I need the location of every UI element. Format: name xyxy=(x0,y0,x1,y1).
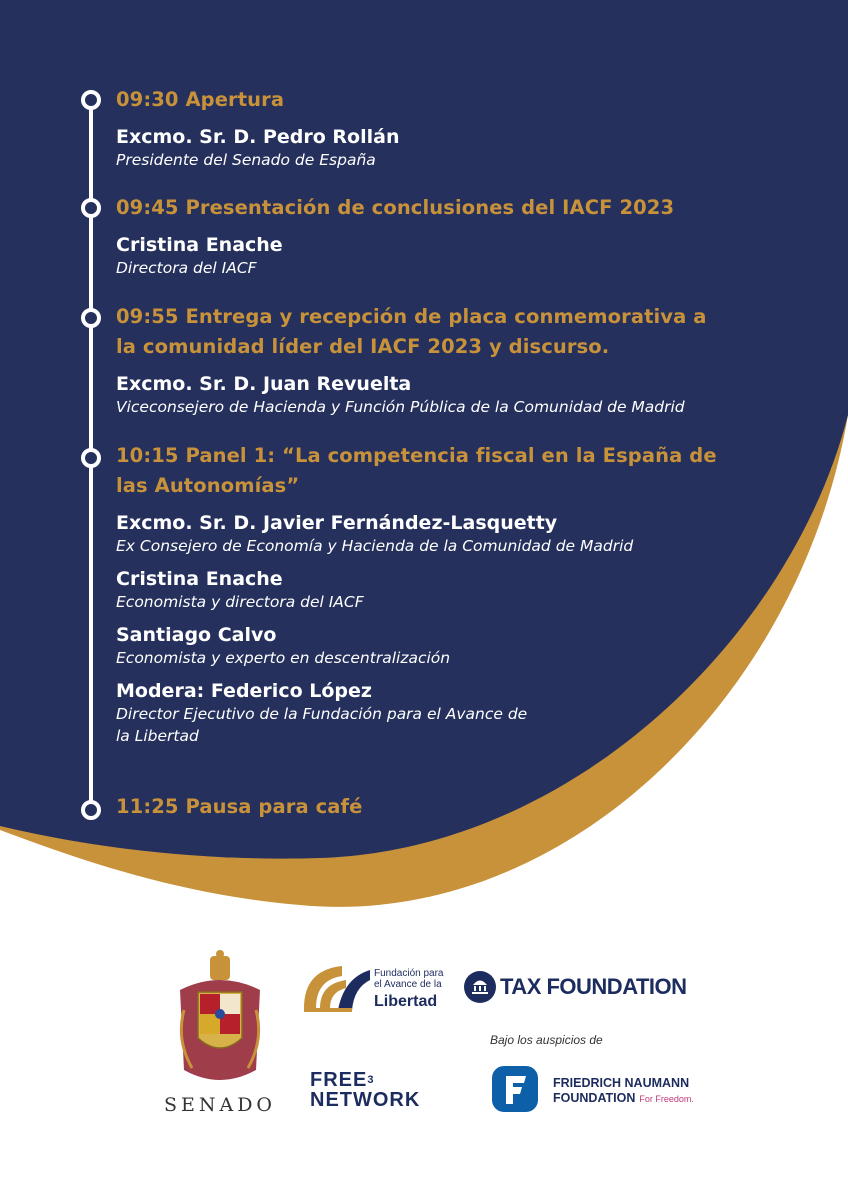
tax-foundation-capitol-icon xyxy=(463,970,497,1004)
agenda-item xyxy=(116,302,756,428)
timeline-dot xyxy=(81,800,101,820)
senado-coat-of-arms-logo xyxy=(170,950,270,1090)
free-word: FREE xyxy=(310,1069,368,1091)
speaker-role: Economista y experto en descentralización xyxy=(116,649,451,667)
speaker xyxy=(116,233,756,279)
speaker-name: Excmo. Sr. D. Pedro Rollán xyxy=(116,126,400,148)
fundacion-libertad-logo-icon xyxy=(302,958,372,1018)
speaker-name: Excmo. Sr. D. Javier Fernández-Lasquetty xyxy=(116,512,558,534)
friedrich-naumann-logo xyxy=(553,1076,694,1107)
fnf-line-2: FOUNDATION xyxy=(553,1091,636,1105)
speaker-name: Santiago Calvo xyxy=(116,624,277,646)
speaker-role: Ex Consejero de Economía y Hacienda de la Comunidad de Madrid xyxy=(116,537,634,555)
speaker xyxy=(116,679,756,747)
network-word: NETWORK xyxy=(310,1089,421,1111)
speaker xyxy=(116,567,756,613)
speaker-role: Viceconsejero de Hacienda y Función Pública de la Comunidad de Madrid xyxy=(116,398,685,416)
timeline-dot xyxy=(81,90,101,110)
free3-network-logo xyxy=(310,1070,420,1110)
speaker-name: Cristina Enache xyxy=(116,234,283,256)
agenda-time-cont: la comunidad líder del IACF 2023 y discurso. xyxy=(116,335,610,358)
speaker-role: Economista y directora del IACF xyxy=(116,593,364,611)
fal-line-1: Fundación para xyxy=(374,968,444,979)
agenda-item xyxy=(116,792,756,822)
speaker-role: Presidente del Senado de España xyxy=(116,151,376,169)
speaker xyxy=(116,623,756,669)
agenda-item xyxy=(116,85,756,181)
free-superscript: 3 xyxy=(367,1074,375,1086)
fundacion-libertad-text xyxy=(374,968,444,990)
speaker-role: Directora del IACF xyxy=(116,259,257,277)
senado-label: SENADO xyxy=(163,1094,277,1116)
speaker xyxy=(116,372,756,418)
speaker-name: Cristina Enache xyxy=(116,568,283,590)
timeline-dot xyxy=(81,448,101,468)
agenda-time: 09:30 Apertura xyxy=(116,88,285,111)
friedrich-naumann-f-icon xyxy=(490,1064,540,1114)
agenda-item xyxy=(116,441,756,757)
fundacion-libertad-title: Libertad xyxy=(374,993,438,1010)
speaker-role-cont: la Libertad xyxy=(116,727,199,745)
agenda-item xyxy=(116,193,756,289)
speaker-name: Modera: Federico López xyxy=(116,680,372,702)
agenda-time: 10:15 Panel 1: “La competencia fiscal en la España de xyxy=(116,444,717,467)
agenda-time: 09:55 Entrega y recepción de placa conmemorativa a xyxy=(116,305,707,328)
fnf-line-1: FRIEDRICH NAUMANN xyxy=(553,1076,690,1090)
timeline-dot xyxy=(81,198,101,218)
tax-foundation-logo: TAX FOUNDATION xyxy=(500,974,687,999)
auspicios-label: Bajo los auspicios de xyxy=(490,1033,603,1047)
agenda-time: 09:45 Presentación de conclusiones del IACF 2023 xyxy=(116,196,675,219)
timeline-dot xyxy=(81,308,101,328)
speaker xyxy=(116,511,756,557)
speaker xyxy=(116,125,756,171)
fal-line-2: el Avance de la xyxy=(374,979,442,990)
agenda-time-cont: las Autonomías” xyxy=(116,474,300,497)
speaker-name: Excmo. Sr. D. Juan Revuelta xyxy=(116,373,412,395)
fnf-tagline: For Freedom. xyxy=(639,1094,694,1104)
speaker-role: Director Ejecutivo de la Fundación para el Avance de xyxy=(116,705,528,723)
agenda-time: 11:25 Pausa para café xyxy=(116,795,363,818)
